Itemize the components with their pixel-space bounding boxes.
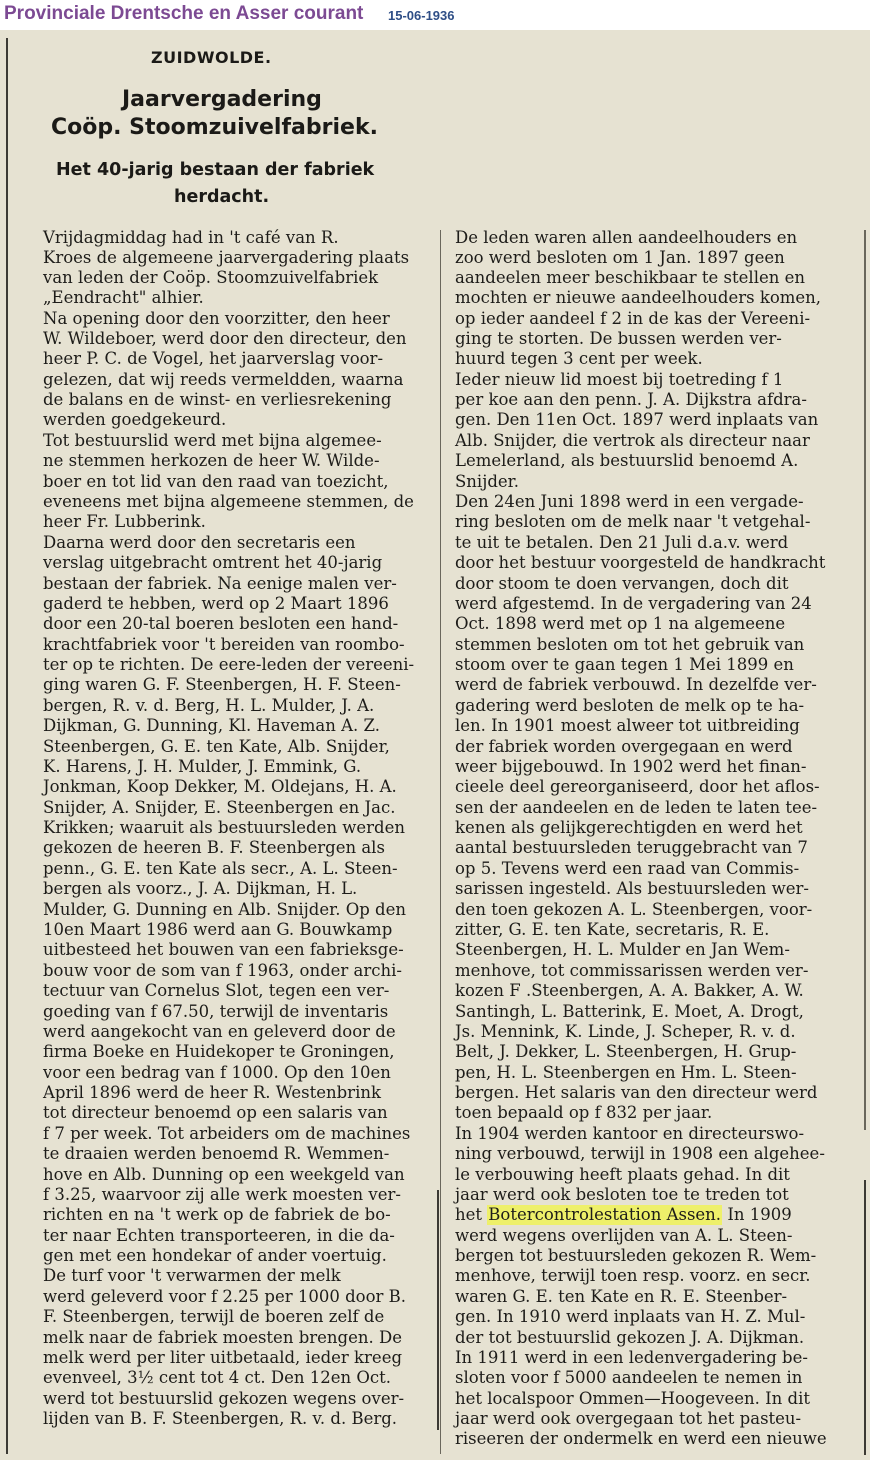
- text-fragment: het: [455, 1205, 483, 1224]
- text-line: eveneens met bijna algemeene stemmen, de: [43, 492, 414, 511]
- column-rule-right: [864, 230, 866, 1130]
- text-line: firma Boeke en Huidekoper te Groningen,: [43, 1042, 395, 1061]
- text-line: gen. In 1910 werd inplaats van H. Z. Mul-: [455, 1307, 806, 1326]
- text-line: ne stemmen herkozen de heer W. Wilde-: [43, 451, 380, 470]
- text-line: verslag uitgebracht omtrent het 40-jarig: [43, 553, 383, 572]
- text-line: te uit te betalen. Den 21 Juli d.a.v. werd: [455, 533, 789, 552]
- text-line: door stoom te doen vervangen, doch dit: [455, 574, 789, 593]
- text-line: sloten voor f 5000 aandeelen te nemen in: [455, 1368, 803, 1387]
- publication-name: Provinciale Drentsche en Asser courant: [4, 3, 364, 24]
- text-line: 10en Maart 1986 werd aan G. Bouwkamp: [43, 920, 393, 939]
- text-line: stemmen besloten om tot het gebruik van: [455, 635, 805, 654]
- text-line: Belt, J. Dekker, L. Steenbergen, H. Grup-: [455, 1042, 797, 1061]
- text-line-highlight: [455, 1205, 792, 1225]
- text-line: gadering werd besloten de melk op te ha-: [455, 696, 805, 715]
- text-line: melk werd per liter uitbetaald, ieder kreeg: [43, 1348, 403, 1367]
- text-line: De turf voor 't verwarmen der melk: [43, 1266, 341, 1285]
- text-line: Santingh, L. Batterink, E. Moet, A. Drogt,: [455, 1002, 804, 1021]
- text-line: kenen als gelijkgerechtigden en werd het: [455, 818, 803, 837]
- text-line: op ieder aandeel f 2 in de kas der Vereeni-: [455, 309, 811, 328]
- article-place: ZUIDWOLDE.: [151, 48, 272, 67]
- text-line: April 1896 werd de heer R. Westenbrink: [43, 1083, 381, 1102]
- text-line: Daarna werd door den secretaris een: [43, 533, 356, 552]
- text-line: kozen F .Steenbergen, A. A. Bakker, A. W.: [455, 981, 804, 1000]
- article-title-line-1: Jaarvergadering: [122, 87, 322, 112]
- text-line: Tot bestuurslid werd met bijna algemee-: [43, 431, 382, 450]
- text-line: Na opening door den voorzitter, den heer: [43, 309, 390, 328]
- text-line: Snijder, A. Snijder, E. Steenbergen en Jac.: [43, 798, 396, 817]
- text-line: hove en Alb. Dunning op een weekgeld van: [43, 1165, 405, 1184]
- column-rule-right-lower: [864, 1180, 866, 1455]
- text-line: Mulder, G. Dunning en Alb. Snijder. Op den: [43, 900, 406, 919]
- text-line: bergen tot bestuursleden gekozen R. Wem-: [455, 1246, 817, 1265]
- text-line: bergen, R. v. d. Berg, H. L. Mulder, J. A.: [43, 696, 375, 715]
- text-line: Kroes de algemeene jaarvergadering plaats: [43, 248, 410, 267]
- article-title-line-2: Coöp. Stoomzuivelfabriek.: [51, 115, 378, 140]
- text-line: le verbouwing heeft plaats gehad. In dit: [455, 1165, 790, 1184]
- clipping-header: [0, 0, 870, 30]
- text-line: lijden van B. F. Steenbergen, R. v. d. Berg.: [43, 1409, 398, 1428]
- text-line: werd de fabriek verbouwd. In dezelfde ver-: [455, 675, 817, 694]
- text-line: der fabriek worden overgegaan en werd: [455, 737, 793, 756]
- text-line: ning verbouwd, terwijl in 1908 een algehee-: [455, 1144, 825, 1163]
- text-line: heer P. C. de Vogel, het jaarverslag voor-: [43, 349, 384, 368]
- column-rule-left: [6, 38, 8, 1454]
- text-line: gekozen de heeren B. F. Steenbergen als: [43, 838, 385, 857]
- text-line: ging te storten. De bussen werden ver-: [455, 329, 782, 348]
- text-line: aandeelen meer beschikbaar te stellen en: [455, 268, 806, 287]
- text-line: ter op te richten. De eere-leden der vereeni-: [43, 655, 415, 674]
- text-line: Lemelerland, als bestuurslid benoemd A.: [455, 451, 799, 470]
- text-line: melk naar de fabriek moesten brengen. De: [43, 1328, 402, 1347]
- text-line: ging waren G. F. Steenbergen, H. F. Steen-: [43, 675, 401, 694]
- text-line: zoo werd besloten om 1 Jan. 1897 geen: [455, 248, 785, 267]
- highlighted-term: Botercontrolestation Assen.: [488, 1205, 722, 1224]
- text-line: ring besloten om de melk naar 't vetgehal-: [455, 512, 811, 531]
- text-line: tot directeur benoemd op een salaris van: [43, 1103, 388, 1122]
- text-line: Den 24en Juni 1898 werd in een vergade-: [455, 492, 804, 511]
- text-line: „Eendracht" alhier.: [43, 288, 204, 307]
- text-line: In 1904 werden kantoor en directeurswo-: [455, 1124, 805, 1143]
- text-line: jaar werd ook besloten toe te treden tot: [455, 1185, 789, 1204]
- text-line: zitter, G. E. ten Kate, secretaris, R. E.: [455, 920, 770, 939]
- text-fragment: In 1909: [727, 1205, 792, 1224]
- text-line: Jonkman, Koop Dekker, M. Oldejans, H. A.: [43, 777, 397, 796]
- text-line: len. In 1901 moest alweer tot uitbreiding: [455, 716, 800, 735]
- text-line: f 7 per week. Tot arbeiders om de machines: [43, 1124, 411, 1143]
- text-line: per koe aan den penn. J. A. Dijkstra afdra-: [455, 390, 807, 409]
- text-line: aantal bestuursleden teruggebracht van 7: [455, 838, 808, 857]
- text-line: werd tot bestuurslid gekozen wegens over-: [43, 1389, 405, 1408]
- text-line: In 1911 werd in een ledenvergadering be-: [455, 1348, 808, 1367]
- text-line: door een 20-tal boeren besloten een hand-: [43, 614, 399, 633]
- text-line: bouw voor de som van f 1963, onder archi-: [43, 961, 403, 980]
- text-line: Steenbergen, H. L. Mulder en Jan Wem-: [455, 940, 790, 959]
- text-line: op 5. Tevens werd een raad van Commis-: [455, 859, 800, 878]
- text-line: menhove, tot commissarissen werden ver-: [455, 961, 809, 980]
- column-rule-middle: [440, 230, 441, 1454]
- text-line: Js. Mennink, K. Linde, J. Scheper, R. v. d.: [455, 1022, 796, 1041]
- article-subtitle-line-1: Het 40-jarig bestaan der fabriek: [56, 160, 375, 180]
- text-line: sarissen ingesteld. Als bestuursleden wer-: [455, 879, 809, 898]
- text-line: Dijkman, G. Dunning, Kl. Haveman A. Z.: [43, 716, 380, 735]
- text-line: Alb. Snijder, die vertrok als directeur naar: [455, 431, 810, 450]
- text-line: mochten er nieuwe aandeelhouders komen,: [455, 288, 822, 307]
- text-line: F. Steenbergen, terwijl de boeren zelf de: [43, 1307, 385, 1326]
- text-line: het localspoor Ommen—Hoogeveen. In dit: [455, 1389, 810, 1408]
- text-line: werden goedgekeurd.: [43, 410, 227, 429]
- text-line: bestaan der fabriek. Na eenige malen ver-: [43, 574, 397, 593]
- text-line: W. Wildeboer, werd door den directeur, den: [43, 329, 407, 348]
- column-rule-middle-lower: [437, 1190, 439, 1430]
- text-line: werd afgestemd. In de vergadering van 24: [455, 594, 812, 613]
- text-line: Oct. 1898 werd met op 1 na algemeene: [455, 614, 786, 633]
- text-line: pen, H. L. Steenbergen en Hm. L. Steen-: [455, 1063, 797, 1082]
- text-line: bergen als voorz., J. A. Dijkman, H. L.: [43, 879, 358, 898]
- text-line: K. Harens, J. H. Mulder, J. Emmink, G.: [43, 757, 362, 776]
- text-line: den toen gekozen A. L. Steenbergen, voor-: [455, 900, 813, 919]
- text-line: uitbesteed het bouwen van een fabrieksge-: [43, 940, 404, 959]
- text-line: voor een bedrag van f 1000. Op den 10en: [43, 1063, 391, 1082]
- text-line: huurd tegen 3 cent per week.: [455, 349, 703, 368]
- text-line: evenveel, 3½ cent tot 4 ct. Den 12en Oct.: [43, 1368, 392, 1387]
- text-line: werd wegens overlijden van A. L. Steen-: [455, 1226, 793, 1245]
- text-line: werd aangekocht van en geleverd door de: [43, 1022, 396, 1041]
- text-line: gelezen, dat wij reeds vermeldden, waarna: [43, 370, 404, 389]
- text-line: riseeren der ondermelk en werd een nieuwe: [455, 1429, 827, 1448]
- text-line: Vrijdagmiddag had in 't café van R.: [43, 228, 339, 247]
- text-line: heer Fr. Lubberink.: [43, 512, 206, 531]
- text-line: door het bestuur voorgesteld de handkracht: [455, 553, 826, 572]
- publication-date: 15-06-1936: [388, 8, 455, 23]
- text-line: jaar werd ook overgegaan tot het pasteu-: [455, 1409, 802, 1428]
- text-line: werd geleverd voor f 2.25 per 1000 door B.: [43, 1287, 407, 1306]
- text-line: waren G. E. ten Kate en R. E. Steenber-: [455, 1287, 788, 1306]
- text-line: bergen. Het salaris van den directeur werd: [455, 1083, 818, 1102]
- text-line: toen bepaald op f 832 per jaar.: [455, 1103, 713, 1122]
- text-line: goeding van f 67.50, terwijl de inventaris: [43, 1002, 389, 1021]
- text-line: sen der aandeelen en de leden te laten tee-: [455, 798, 818, 817]
- text-line: ter naar Echten transporteeren, in die da-: [43, 1226, 395, 1245]
- text-line: weer bijgebouwd. In 1902 werd het finan-: [455, 757, 807, 776]
- text-line: de balans en de winst- en verliesrekening: [43, 390, 392, 409]
- article-subtitle-line-2: herdacht.: [174, 187, 270, 207]
- text-line: Snijder.: [455, 472, 519, 491]
- newspaper-clipping: [0, 30, 870, 1460]
- text-line: penn., G. E. ten Kate als secr., A. L. Steen-: [43, 859, 398, 878]
- text-line: krachtfabriek voor 't bereiden van roombo-: [43, 635, 405, 654]
- text-line: cieele deel gereorganiseerd, door het aflos-: [455, 777, 820, 796]
- text-line: te draaien werden benoemd R. Wemmen-: [43, 1144, 390, 1163]
- text-line: f 3.25, waarvoor zij alle werk moesten ver-: [43, 1185, 401, 1204]
- text-line: Steenbergen, G. E. ten Kate, Alb. Snijder,: [43, 737, 390, 756]
- text-line: gen met een hondekar of ander voertuig.: [43, 1246, 387, 1265]
- text-line: van leden der Coöp. Stoomzuivelfabriek: [43, 268, 379, 287]
- text-line: menhove, terwijl toen resp. voorz. en secr.: [455, 1266, 811, 1285]
- text-line: tectuur van Cornelus Slot, tegen een ver-: [43, 981, 390, 1000]
- text-line: gen. Den 11en Oct. 1897 werd inplaats van: [455, 410, 819, 429]
- text-line: Ieder nieuw lid moest bij toetreding f 1: [455, 370, 784, 389]
- text-line: gaderd te hebben, werd op 2 Maart 1896: [43, 594, 389, 613]
- text-line: richten en na 't werk op de fabriek de bo-: [43, 1205, 391, 1224]
- text-line: stoom over te gaan tegen 1 Mei 1899 en: [455, 655, 794, 674]
- text-line: Krikken; waaruit als bestuursleden werden: [43, 818, 405, 837]
- text-line: boer en tot lid van den raad van toezicht,: [43, 472, 389, 491]
- text-line: De leden waren allen aandeelhouders en: [455, 228, 798, 247]
- text-line: der tot bestuurslid gekozen J. A. Dijkman.: [455, 1328, 805, 1347]
